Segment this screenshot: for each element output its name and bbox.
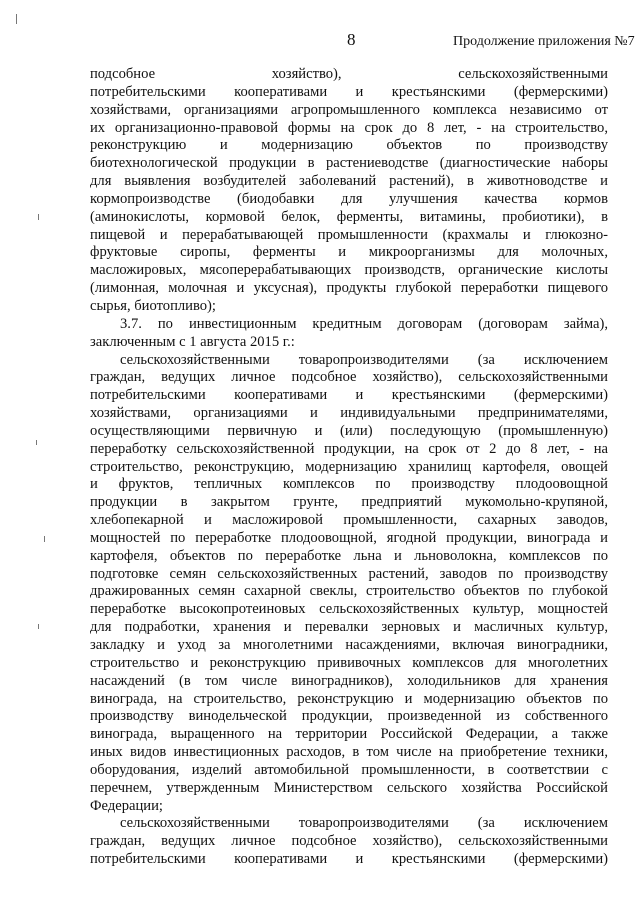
- body-line: сельскохозяйственными товаропроизводителями (за исключением: [120, 815, 608, 832]
- body-line: картофеля, объектов по переработке льна и льноволокна, комплексов по: [90, 547, 608, 564]
- body-line: строительство, реконструкцию, модернизацию хранилищ картофеля, овощей: [90, 458, 608, 475]
- body-line: для подработки, хранения и перевалки зерновых и масличных культур,: [90, 619, 608, 636]
- body-line: Федерации;: [90, 797, 163, 814]
- body-line: заключенным с 1 августа 2015 г.:: [90, 333, 295, 350]
- body-line: сельскохозяйственными товаропроизводителями (за исключением: [120, 351, 608, 368]
- appendix-continuation-note: Продолжение приложения №7: [453, 34, 635, 49]
- body-line: сырья, биотопливо);: [90, 297, 216, 314]
- body-line: осуществляющими первичную и (или) последующую (промышленную): [90, 422, 608, 439]
- body-line: подсобное хозяйство), сельскохозяйственными: [90, 66, 608, 82]
- body-line: и фруктов, тепличных комплексов по производству плодоовощной: [90, 476, 608, 493]
- body-line: (аминокислоты, кормовой белок, ферменты, витамины, пробиотики), в: [90, 208, 608, 225]
- body-line: хозяйствами, организациями и индивидуальными предпринимателями,: [90, 405, 608, 422]
- body-line: винограда, выращенного на территории Российской Федерации, а также: [90, 726, 608, 743]
- body-line: (лимонная, молочная и уксусная), продукты глубокой переработки пищевого: [90, 280, 608, 297]
- body-line: фруктовые сиропы, ферменты и микроорганизмы для молочных,: [90, 244, 608, 261]
- body-line: потребительскими кооперативами и крестьянскими (фермерскими): [90, 83, 608, 100]
- body-line: насаждений (в том числе виноградников), холодильников для хранения: [90, 672, 608, 689]
- body-line: производству винодельческой продукции, произведенной из собственного: [90, 708, 608, 725]
- body-line: строительство и реконструкцию прививочных комплексов для многолетних: [90, 654, 608, 671]
- body-line: оборудования, изделий автомобильной промышленности, в соответствии с: [90, 761, 608, 778]
- body-line: потребительскими кооперативами и крестьянскими (фермерскими): [90, 851, 608, 868]
- page-number: 8: [347, 30, 356, 49]
- body-text: [90, 66, 608, 869]
- scan-margin-mark: [44, 536, 45, 542]
- body-line: кормопроизводстве (биодобавки для улучшения качества кормов: [90, 190, 608, 207]
- body-line: биотехнологической продукции в растениеводстве (диагностические наборы: [90, 155, 608, 172]
- body-line: реконструкцию и модернизацию объектов по производству: [90, 137, 608, 154]
- body-line: пищевой и перерабатывающей промышленности (крахмалы и глюкозно-: [90, 226, 608, 243]
- body-line: мощностей по переработке плодоовощной, ягодной продукции, винограда и: [90, 529, 608, 546]
- body-line: дражированных семян сахарной свеклы, строительство объектов по глубокой: [90, 583, 608, 600]
- scan-margin-mark: [38, 624, 39, 629]
- body-line: переработке высокопротеиновых сельскохозяйственных культур, мощностей: [90, 601, 608, 618]
- body-line: для выявления возбудителей заболеваний растений), в животноводстве и: [90, 173, 608, 190]
- body-line: граждан, ведущих личное подсобное хозяйство), сельскохозяйственными: [90, 369, 608, 386]
- body-line: потребительскими кооперативами и крестьянскими (фермерскими): [90, 387, 608, 404]
- body-line: хлебопекарной и масложировой промышленности, сахарных заводов,: [90, 512, 608, 529]
- body-line: продукции в закрытом грунте, предприятий мукомольно-крупяной,: [90, 494, 608, 511]
- scan-margin-mark: [16, 14, 17, 24]
- body-line: хозяйствами, организациями агропромышленного комплекса независимо от: [90, 101, 608, 118]
- body-line: подготовке семян сельскохозяйственных растений, заводов по производству: [90, 565, 608, 582]
- body-line: 3.7. по инвестиционным кредитным договорам (договорам займа),: [120, 315, 608, 332]
- body-line: винограда, на строительство, реконструкцию и модернизацию объектов по: [90, 690, 608, 707]
- body-line: масложировых, мясоперерабатывающих производств, органические кислоты: [90, 262, 608, 279]
- scan-margin-mark: [38, 214, 39, 220]
- scan-margin-mark: [36, 440, 37, 445]
- body-line: переработку сельскохозяйственной продукции, на срок от 2 до 8 лет, - на: [90, 440, 608, 457]
- body-line: их организационно-правовой формы на срок до 8 лет, - на строительство,: [90, 119, 608, 136]
- body-line: закладку и уход за многолетними насаждениями, включая виноградники,: [90, 637, 608, 653]
- body-line: иных видов инвестиционных расходов, в том числе на приобретение техники,: [90, 744, 608, 761]
- body-line: перечнем, утвержденным Министерством сельского хозяйства Российской: [90, 779, 608, 796]
- body-line: граждан, ведущих личное подсобное хозяйство), сельскохозяйственными: [90, 833, 608, 850]
